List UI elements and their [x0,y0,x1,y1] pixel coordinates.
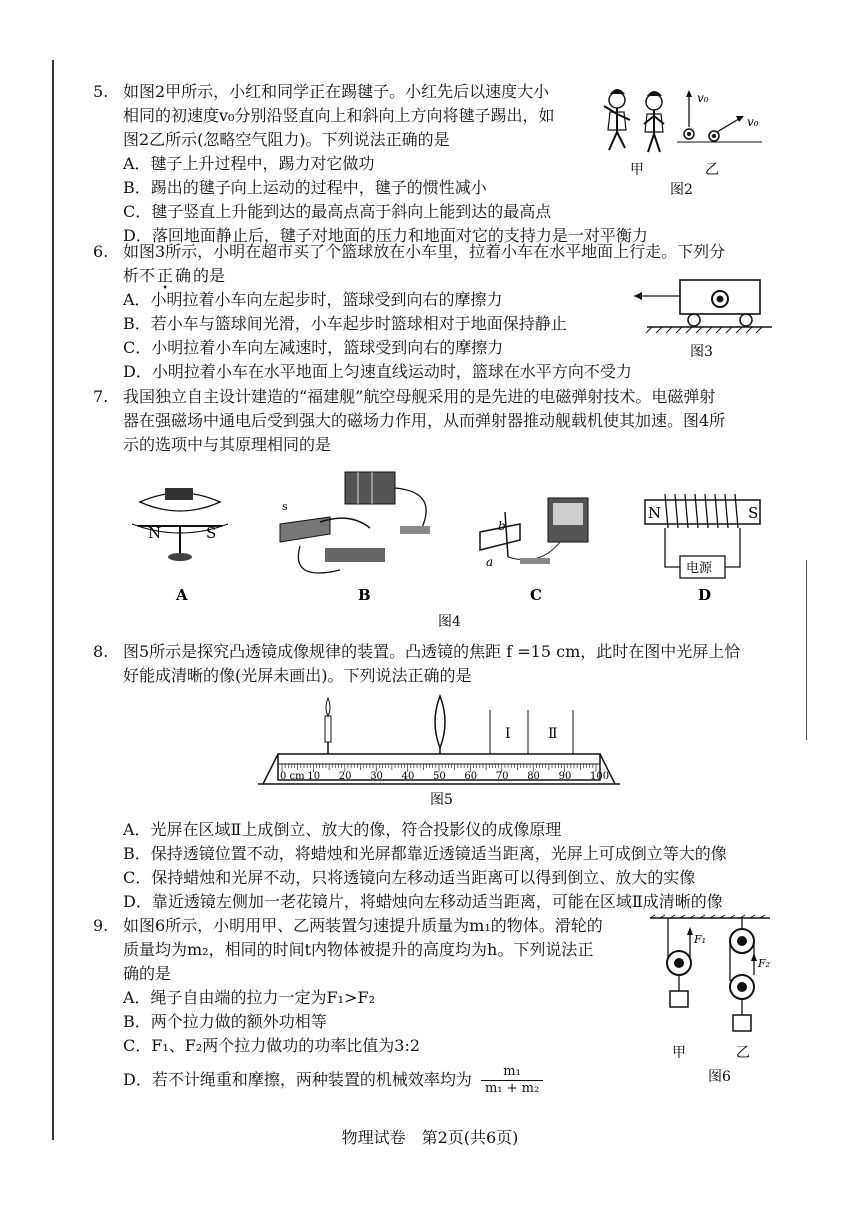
text-fragment: 析 [123,266,140,285]
question-text: 器在强磁场中通电后受到强大的磁场力作用，从而弹射器推动舰载机使其加速。图4所 [123,411,726,430]
a-label: a [486,555,494,569]
f2-label: F₂ [758,957,771,970]
region-1-label: Ⅰ [505,726,511,742]
ruler-label: 100 [590,771,610,782]
option-b[interactable]: B．踢出的毽子向上运动的过程中，毽子的惯性减小 [123,178,487,197]
question-text: 图5所示是探究凸透镜成像规律的装置。凸透镜的焦距 f =15 cm，此时在图中光屏上恰 [123,642,741,661]
v0-label-vertical: v₀ [697,91,709,105]
figure-caption: 图2 [670,182,693,198]
label-b: B [358,586,371,604]
label-yi: 乙 [705,162,719,178]
f1-label: F₁ [694,933,707,946]
figure-2-shuttlecock [592,82,782,197]
v0-label-oblique: v₀ [747,115,759,129]
figure-4-options [120,462,780,632]
b-label: b [498,519,506,533]
label-yi: 乙 [736,1045,750,1061]
option-b[interactable]: B．保持透镜位置不动，将蜡烛和光屏都靠近透镜适当距离，光屏上可成倒立等大的像 [123,844,727,863]
option-a[interactable]: A．绳子自由端的拉力一定为F₁>F₂ [123,988,375,1007]
question-text: 示的选项中与其原理相同的是 [123,435,332,454]
question-number: 9. [93,916,109,935]
option-a-diagram [132,488,228,604]
option-c[interactable]: C．保持蜡烛和光屏不动，只将透镜向左移动适当距离可以得到倒立、放大的实像 [123,868,696,887]
figure-caption: 图4 [438,614,461,630]
figure-3-cart [632,272,772,362]
question-text: 好能成清晰的像(光屏未画出)。下列说法正确的是 [123,666,472,685]
figure-caption: 图3 [690,344,713,360]
efficiency-fraction [481,1064,543,1097]
question-9 [93,914,663,1097]
option-d[interactable]: D．小明拉着小车在水平地面上匀速直线运动时，篮球在水平方向不受力 [123,362,632,381]
question-number: 7. [93,387,109,406]
fraction-denominator: m₁ + m₂ [484,1081,540,1096]
question-text: 图2乙所示(忽略空气阻力)。下列说法正确的是 [123,130,450,149]
ruler-label: 40 [401,771,415,782]
power-source-label: 电源 [686,561,713,576]
option-a[interactable]: A．光屏在区域Ⅱ上成倒立、放大的像，符合投影仪的成像原理 [123,820,562,839]
page-footer: 物理试卷 第2页(共6页) [341,1128,519,1147]
option-d[interactable]: D．靠近透镜左侧加一老花镜片，将蜡烛向左移动适当距离，可能在区域Ⅱ成清晰的像 [123,892,723,911]
ruler-label: 50 [433,771,446,782]
question-8 [93,640,783,688]
option-d[interactable] [123,1064,663,1097]
ruler-label: 0 cm [280,771,305,782]
figure-6-pulleys [650,915,780,1090]
ruler-label: 30 [370,771,383,782]
question-text: 质量均为m₂，相同的时间t内物体被提升的高度均为h。下列说法正 [123,940,594,959]
label-jia: 甲 [630,162,644,178]
ruler-label: 70 [495,771,509,782]
right-margin-rule [806,560,807,740]
question-number: 8. [93,642,109,661]
question-text: 相同的初速度v₀分别沿竖直向上和斜向上方向将毽子踢出，如 [123,106,555,125]
solenoid-s-label: S [748,504,759,522]
option-a[interactable]: A．毽子上升过程中，踢力对它做功 [123,154,375,173]
text-fragment: 的是 [193,266,226,285]
ruler-label: 90 [558,771,572,782]
option-a[interactable]: A．小明拉着小车向左起步时，篮球受到向右的摩擦力 [123,290,503,309]
option-c[interactable]: C．F₁、F₂两个拉力做功的功率比值为3:2 [123,1036,421,1055]
s-label: s [282,500,288,513]
label-d: D [698,586,712,604]
ruler-label: 20 [338,771,352,782]
ruler-label: 10 [307,771,321,782]
figure-caption: 图6 [708,1069,731,1085]
question-7 [93,385,783,457]
option-b[interactable]: B．两个拉力做的额外功相等 [123,1012,327,1031]
solenoid-n-label: N [648,504,662,522]
question-text: 如图3所示，小明在超市买了个篮球放在小车里，拉着小车在水平地面上行走。下列分 [123,242,726,261]
figure-5-optical-bench [258,692,628,810]
option-b-diagram [280,472,430,604]
question-text: 如图2甲所示，小红和同学正在踢毽子。小红先后以速度大小 [123,82,550,101]
label-jia: 甲 [672,1045,686,1061]
label-c: C [530,586,542,604]
option-c[interactable]: C．毽子竖直上升能到达的最高点高于斜向上能到达的最高点 [123,202,552,221]
option-b[interactable]: B．若小车与篮球间光滑，小车起步时篮球相对于地面保持静止 [123,314,567,333]
option-d-text: D．若不计绳重和摩擦，两种装置的机械效率均为 [123,1070,472,1089]
question-text: 我国独立自主设计建造的“福建舰”航空母舰采用的是先进的电磁弹射技术。电磁弹射 [123,387,716,406]
option-d-diagram [645,494,760,604]
question-text: 确的是 [123,964,172,983]
option-d[interactable]: D．落回地面静止后，毽子对地面的压力和地面对它的支持力是一对平衡力 [123,226,648,245]
left-margin-rule [52,60,54,1140]
label-a: A [176,586,188,604]
option-c-diagram [480,498,588,604]
emphasized-not-correct: 不正确 [139,266,194,285]
question-number: 5. [93,82,109,101]
ruler-label: 60 [464,771,478,782]
question-5 [93,80,648,248]
question-text: 如图6所示，小明用甲、乙两装置匀速提升质量为m₁的物体。滑轮的 [123,916,603,935]
south-label: S [206,524,217,542]
question-number: 6. [93,242,109,261]
north-label: N [148,524,162,542]
question-8-options [123,818,783,914]
ruler-label: 80 [527,771,540,782]
option-c[interactable]: C．小明拉着小车向左减速时，篮球受到向右的摩擦力 [123,338,504,357]
region-2-label: Ⅱ [548,726,558,742]
figure-caption: 图5 [430,792,453,808]
fraction-numerator: m₁ [481,1064,543,1081]
